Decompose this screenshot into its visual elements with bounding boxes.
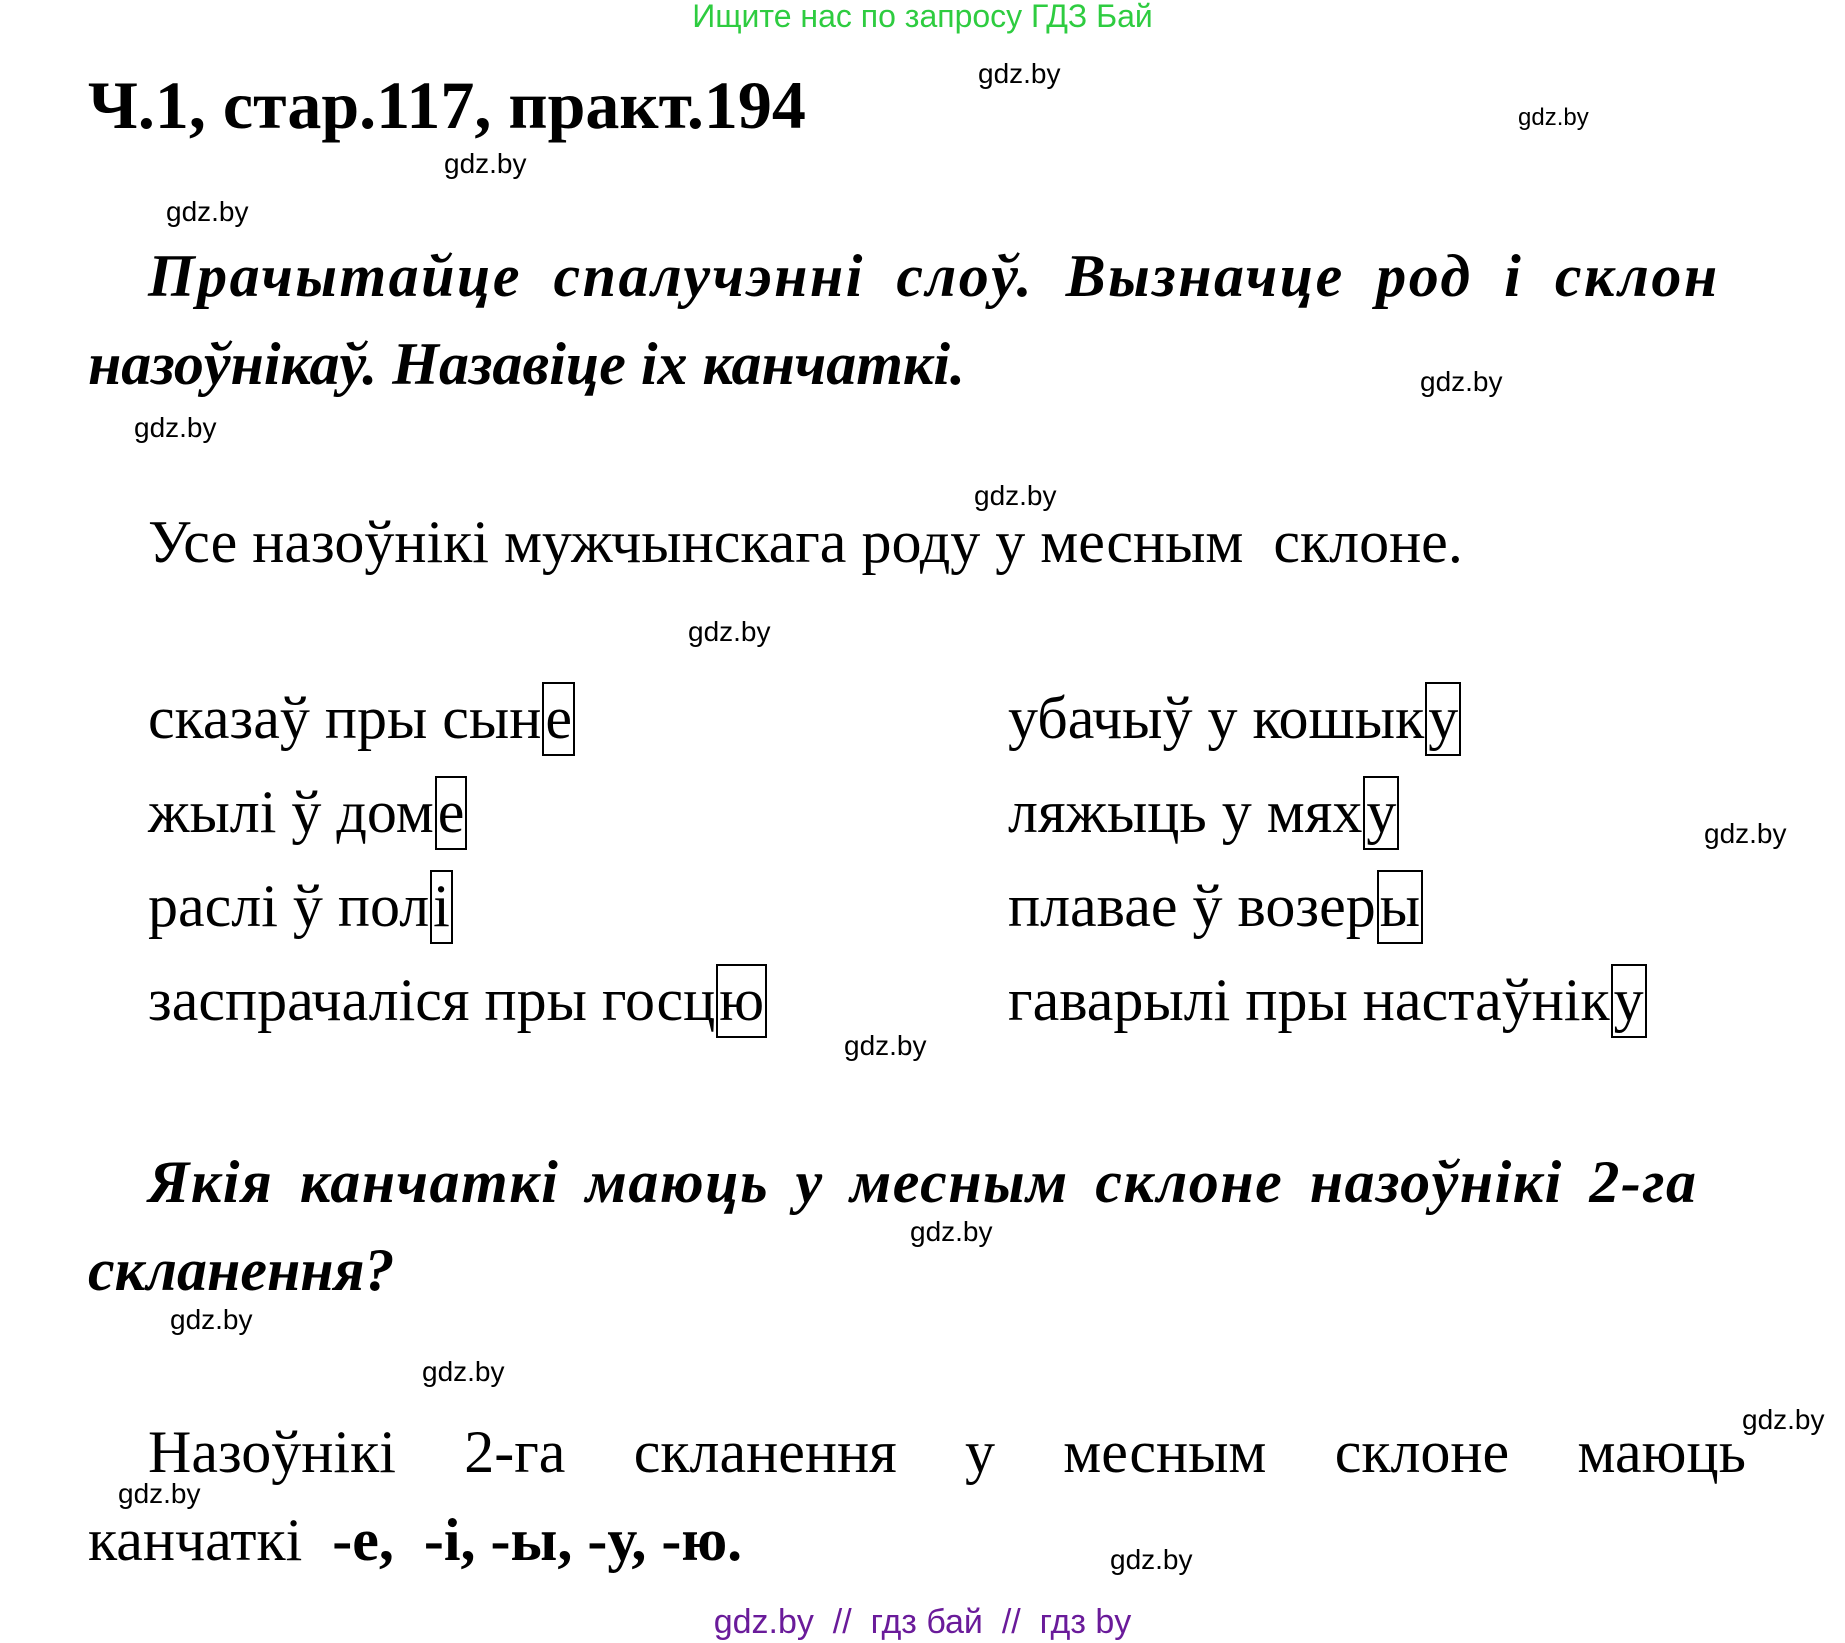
watermark-text: gdz.by — [1518, 104, 1589, 131]
answer2-word: скланення — [633, 1419, 897, 1485]
answer2-word: маюць — [1577, 1419, 1746, 1485]
answer2-endings: -е, -і, -ы, -у, -ю. — [332, 1507, 743, 1573]
watermark-text: gdz.by — [134, 412, 217, 443]
answer2-word: Назоўнікі — [148, 1419, 396, 1485]
answer2-line1 — [148, 1418, 1746, 1487]
phrase-stem: плавае ў возер — [1008, 873, 1376, 939]
answer1-text: Усе назоўнікі мужчынскага роду у месным склоне. — [148, 509, 1463, 575]
phrase-left-1 — [148, 682, 575, 756]
watermark-text: gdz.by — [422, 1356, 505, 1387]
task1-line2: назоўнікаў. Назавіце іх канчаткі. — [88, 331, 966, 397]
task2-line2: скланення? — [88, 1237, 395, 1303]
phrase-right-1 — [1008, 682, 1461, 756]
answer2-word: склоне — [1334, 1419, 1510, 1485]
task2-line1: Якія канчаткі маюць у месным склоне назоўнікі 2-га — [148, 1149, 1698, 1215]
ending-box: у — [1425, 682, 1461, 756]
watermark-text: gdz.by — [170, 1304, 253, 1335]
ending-box: у — [1611, 964, 1647, 1038]
ending-box: у — [1363, 776, 1399, 850]
watermark-text: gdz.by — [444, 148, 527, 179]
watermark-text: gdz.by — [688, 616, 771, 647]
phrase-left-3 — [148, 870, 453, 944]
watermark-text: gdz.by — [1704, 818, 1787, 849]
ending-box: і — [430, 870, 453, 944]
phrase-stem: убачыў у кошык — [1008, 685, 1425, 751]
watermark-text: gdz.by — [1420, 366, 1503, 397]
watermark-text: gdz.by — [974, 480, 1057, 511]
watermark-text: gdz.by — [1110, 1544, 1193, 1575]
phrase-right-4 — [1008, 964, 1647, 1038]
answer2-prefix: канчаткі — [88, 1507, 303, 1573]
watermark-text: gdz.by — [166, 196, 249, 227]
page-title: Ч.1, стар.117, практ.194 — [88, 67, 806, 143]
task1-line1: Прачытайце спалучэнні слоў. Вызначце род і склон — [148, 243, 1720, 309]
phrase-left-2 — [148, 776, 467, 850]
watermark-text: gdz.by — [1742, 1404, 1825, 1435]
search-banner: Ищите нас по запросу ГДЗ Бай — [692, 0, 1153, 34]
phrase-stem: гаварылі пры настаўнік — [1008, 967, 1610, 1033]
phrase-stem: заспрачаліся пры госц — [148, 967, 716, 1033]
footer-text: gdz.by // гдз бай // гдз by — [713, 1603, 1132, 1641]
phrase-left-4 — [148, 964, 767, 1038]
watermark-text: gdz.by — [910, 1216, 993, 1247]
phrase-stem: ляжыць у мях — [1008, 779, 1363, 845]
watermark-text: gdz.by — [844, 1030, 927, 1061]
watermark-text: gdz.by — [978, 58, 1061, 89]
answer2-word: месным — [1063, 1419, 1267, 1485]
watermark-text: gdz.by — [118, 1478, 201, 1509]
phrase-stem: жылі ў дом — [148, 779, 434, 845]
ending-box: ы — [1377, 870, 1423, 944]
phrase-stem: раслі ў пол — [148, 873, 430, 939]
ending-box: е — [542, 682, 575, 756]
phrase-stem: сказаў пры сын — [148, 685, 542, 751]
ending-box: е — [435, 776, 468, 850]
answer2-word: 2-га — [464, 1419, 566, 1485]
phrase-right-3 — [1008, 870, 1423, 944]
answer2-word: у — [964, 1419, 995, 1485]
ending-box: ю — [716, 964, 767, 1038]
phrase-right-2 — [1008, 776, 1399, 850]
answer2-line2 — [88, 1506, 742, 1575]
